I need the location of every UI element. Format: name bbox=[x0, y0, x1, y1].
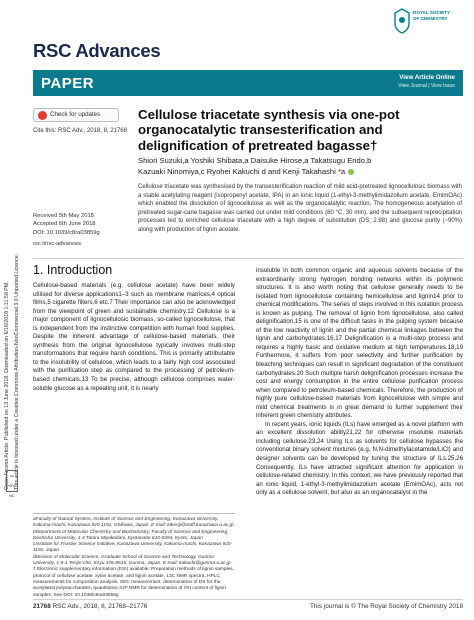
authors-line-1: Shiori Suzuki,a Yoshiki Shibata,a Daisuke Hirose,a Takatsugu Endo,b bbox=[138, 156, 372, 165]
author-list bbox=[138, 156, 458, 177]
crossmark-icon bbox=[38, 111, 47, 120]
view-journal-issue-links[interactable]: View Journal | View Issue bbox=[398, 83, 455, 89]
logo-line-2: OF CHEMISTRY bbox=[413, 15, 448, 21]
intro-paragraph-3: In recent years, ionic liquids (ILs) have emerged as a novel platform with an excellent dissolution ability21,22 for otherwise insoluble materials including cellulose.23,24 Using ILs as solvents for cellulose bypasses the conventional binary solvent mixtures (e.g. N,N-dimethylacetamide/LiCl) and designer solvents can be developed by tuning the structure of ILs.25,26 Consequently, ILs have attracted significant attention for application in cellulose-related chemistry. In this context, we have previously reported that an ionic liquid, 1-ethyl-3-methylimidazolium acetate (EmimOAc), acts not only as a cellulose solvent, but also as an organocatalyst in the bbox=[256, 420, 463, 497]
affiliation-d: dDivision of Molecular Science, Graduate School of Science and Technology, Gunma University, 1-5-1 Tenjin-cho, Kiryu 376-8515, Gunma, Japan. E-mail: kakuchi@gunma-u.ac.jp bbox=[33, 554, 231, 567]
footer-journal-ref: RSC Adv., 2018, 8, 21768–21776 bbox=[52, 603, 148, 610]
received-date: Received 5th May 2018 bbox=[33, 213, 94, 219]
authors-line-2-text: Kazuaki Ninomiya,c Ryohei Kakuchi d and Kenji Takahashi *a bbox=[138, 166, 346, 176]
view-online-link[interactable]: View Article Online bbox=[399, 74, 455, 81]
journal-title: RSC Advances bbox=[33, 40, 161, 61]
check-for-updates-button[interactable] bbox=[33, 108, 119, 122]
affiliation-c: cInstitute for Frontier Science Initiative, Kanazawa University, Kakuma-machi, Kanazawa 920-1192, Japan bbox=[33, 542, 233, 554]
cite-line: Cite this: RSC Adv., 2018, 8, 21768 bbox=[33, 128, 127, 134]
affiliation-b: bDepartment of Molecular Chemistry and Biochemistry, Faculty of Science and Engineering, Doshisha University, 1-3 Tatara Miyakodani, Kyotanabe 610-0394, Kyoto, Japan bbox=[33, 529, 229, 541]
footer-citation bbox=[33, 603, 147, 610]
check-updates-label: Check for updates bbox=[50, 111, 101, 118]
footnote-divider bbox=[33, 513, 235, 514]
section-divider bbox=[33, 258, 463, 259]
authors-line-2 bbox=[138, 167, 458, 178]
received-dates bbox=[33, 213, 133, 228]
orcid-icon[interactable] bbox=[348, 169, 354, 175]
logo-line-1: ROYAL SOCIETY bbox=[413, 10, 451, 15]
paper-banner bbox=[33, 70, 463, 96]
article-title: Cellulose triacetate synthesis via one-pot organocatalytic transesterification and delignification of pretreated bagasse† bbox=[138, 107, 400, 153]
journal-link[interactable]: rsc.li/rsc-advances bbox=[33, 241, 81, 247]
license-notice[interactable]: This article is licensed under a Creative Commons Attribution-NonCommercial 3.0 Unported Licence. bbox=[14, 253, 20, 490]
affiliation-a: aFaculty of Natural System, Institute of Science and Engineering, Kanazawa University, Kakuma-machi, Kanazawa 920-1192, Ishikawa, Japan. E-mail: ktkenji@staff.kanazawa-u.ac.jp bbox=[33, 517, 234, 529]
doi[interactable]: DOI: 10.1039/c8ra03859g bbox=[33, 230, 100, 236]
article-type: PAPER bbox=[41, 75, 95, 92]
intro-paragraph-2: insoluble in both common organic and aqueous solvents because of the extraordinarily strong hydrogen bonding networks within its polymeric structures. It is also worth noting that cellulose generally needs to be isolated from lignocellulose containing hemicellulose and lignin14 prior to chemical modifications. The series of steps involved in this isolation process is known as pulping. The removal of lignin from lignocellulose, also called delignification,15 is one of the difficult tasks in the pulping system because of the low reactivity of lignin and the partial chemical linkages between the lignin and carbohydrates.16,17 Delignification is a multi-step process and requires a highly basic and oxidative medium at high temperatures.18,19 Furthermore, it suffers from poor selectivity and further purification by bleaching techniques can result in significant degradation of the constituent carbohydrates.20 Such multiple harsh delignification processes increase the cost and energy consumption in the entire cellulose purification process when compared to petroleum-based chemicals. Therefore, the production of highly pure cellulose-based materials from lignocellulose with simple and mild chemical treatments is in great demand to further supplement their inherent green chemistry attributes. bbox=[256, 267, 463, 420]
rsc-logo bbox=[393, 6, 463, 44]
abstract: Cellulose triacetate was synthesised by the transesterification reaction of mild acid-pretreated lignocellulosic biomass with a stable acetylating reagent (isopropenyl acetate, IPA) in an ionic liquid (1-ethyl-3-methylimidazolium acetate, EmimOAc) which enabled the dissolution of lignocellulose as well as the organocatalytic reaction. The homogeneous acetylation of pretreated sugar-cane bagasse was carried out under mild conditions (80 °C, 30 min), and the subsequent reprecipitation processes led to enriched cellulose triacetate with a high degree of substitution (DS; 2.98) and glucose purity (~90%) along with production of lignin acetate. bbox=[138, 184, 462, 233]
cc-license-icon[interactable]: cc BY NC bbox=[6, 470, 18, 492]
footer-divider bbox=[33, 599, 463, 600]
access-notice: Open Access Article. Published on 13 June 2018. Downloaded on 6/16/2018 1:11:59 PM. bbox=[4, 281, 10, 490]
body-column-right bbox=[256, 267, 463, 498]
rsc-crest-icon bbox=[393, 8, 411, 34]
footnotes bbox=[33, 517, 235, 599]
footer-copyright: This journal is © The Royal Society of Chemistry 2018 bbox=[309, 603, 463, 610]
section-heading: 1. Introduction bbox=[33, 263, 113, 277]
access-sidebar bbox=[2, 60, 24, 490]
intro-paragraph-1: Cellulose-based materials (e.g. cellulose acetate) have been widely utilised for diverse applications1–3 such as membrane matrices,4 optical films,5 cigarette filters,6 etc.7 Their importance can also be acknowledged from the viewpoint of green and sustainable chemistry.12 Cellulose is a major component of lignocellulosic biomass, so-called lignocellulose, that is independent from the instinctive competition with human food supplies. Despite the inherent advantage of cellulose-based materials, their synthesis from the original lignocellulose typically involves multi-step transformations that require harsh conditions. This is primarily attributable to the insolubility of cellulose, which leads to a fairly high cost associated with the purification step as compared to the processing of petroleum-based chemicals.13 To be precise, although cellulose comprises water-soluble glucose as a repeating unit, it is nearly bbox=[33, 282, 235, 392]
page-number: 21768 bbox=[33, 603, 51, 610]
esi-note: † Electronic supplementary information (ESI) available: Preparation methods of lignin samples, protocol of cellulose acetate, xylan acetate, and lignin acetate, 13C NMR spectra, HPLC measurements for composition analysis, SEC measurement, determination of DS for the acetylated polysaccharides, quantitative 31P NMR for determination of OH content of lignin samples. See DOI: 10.1039/c8ra03859g bbox=[33, 567, 235, 598]
accepted-date: Accepted 6th June 2018 bbox=[33, 220, 96, 227]
body-column-left bbox=[33, 282, 235, 393]
